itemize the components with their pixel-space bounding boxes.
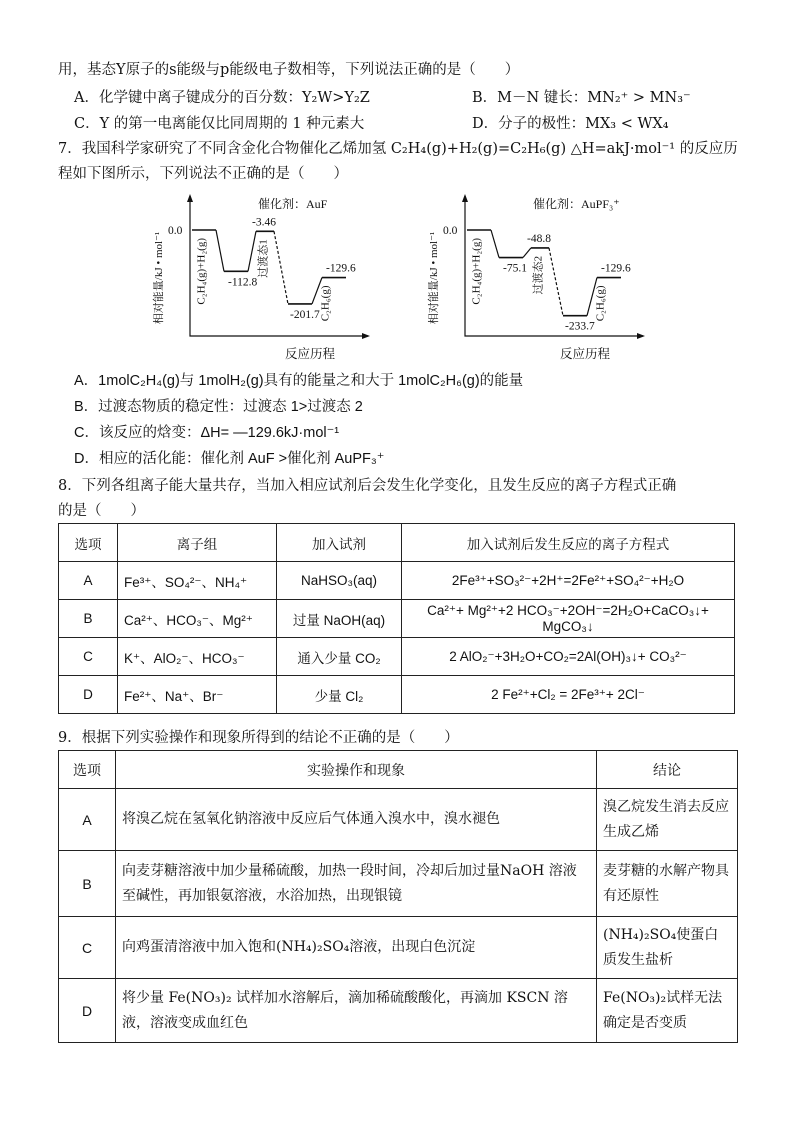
q8-cell-reagent: NaHSO₃(aq)	[277, 562, 402, 600]
stage-label: 过渡态1	[257, 239, 270, 278]
q8-header-ions: 离子组	[118, 524, 277, 562]
q9-cell-experiment: 向鸡蛋清溶液中加入饱和(NH₄)₂SO₄溶液，出现白色沉淀	[116, 917, 597, 979]
q9-table	[58, 750, 738, 1043]
y-axis-label: 相对能量/kJ • mol⁻¹	[428, 231, 440, 325]
table-row	[59, 600, 735, 638]
y-axis-label: 相对能量/kJ • mol⁻¹	[153, 231, 165, 325]
energy-connector	[491, 230, 499, 258]
data-label: -201.7	[290, 308, 320, 321]
y-axis-arrow	[462, 194, 468, 202]
q9-stem: 9．根据下列实验操作和现象所得到的结论不正确的是（ ）	[58, 730, 459, 746]
q8-cell-option: B	[59, 600, 118, 638]
q7-option-d: D．相应的活化能：催化剂 AuF >催化剂 AuPF₃⁺	[74, 451, 385, 467]
q9-header-row	[59, 751, 738, 789]
chart-title: 催化剂：AuF	[258, 197, 328, 211]
q9-cell-experiment: 将溴乙烷在氢氧化钠溶液中反应后气体通入溴水中，溴水褪色	[116, 789, 597, 851]
q7-option-b: B．过渡态物质的稳定性：过渡态 1>过渡态 2	[74, 399, 363, 415]
data-label: -3.46	[252, 216, 276, 229]
q8-cell-ions: Fe³⁺、SO₄²⁻、NH₄⁺	[118, 562, 277, 600]
q9-header-conclusion: 结论	[597, 751, 738, 789]
q7-option-c: C．该反应的焓变：ΔH= —129.6kJ·mol⁻¹	[74, 425, 340, 441]
q8-header-option: 选项	[59, 524, 118, 562]
q7-stem-line2: 程如下图所示，下列说法不正确的是（ ）	[58, 166, 348, 182]
q8-cell-reagent: 过量 NaOH(aq)	[277, 600, 402, 638]
data-label: -129.6	[326, 262, 356, 275]
table-row	[59, 676, 735, 714]
q8-header-reagent: 加入试剂	[277, 524, 402, 562]
stage-label: C₂H₄(g)+H₂(g)	[470, 238, 483, 305]
q8-cell-equation: 2Fe³⁺+SO₃²⁻+2H⁺=2Fe²⁺+SO₄²⁻+H₂O	[402, 562, 735, 600]
q8-cell-reagent: 少量 Cl₂	[277, 676, 402, 714]
q8-cell-reagent: 通入少量 CO₂	[277, 638, 402, 676]
q9-cell-conclusion: 溴乙烷发生消去反应生成乙烯	[597, 789, 738, 851]
stage-label: 过渡态2	[532, 255, 545, 295]
table-row	[59, 917, 738, 979]
q9-cell-option: C	[59, 917, 116, 979]
q8-cell-option: D	[59, 676, 118, 714]
table-row	[59, 979, 738, 1043]
q8-cell-option: C	[59, 638, 118, 676]
q8-cell-equation: 2 Fe²⁺+Cl₂ = 2Fe³⁺+ 2Cl⁻	[402, 676, 735, 714]
data-label: -233.7	[565, 320, 595, 333]
q9-header-experiment: 实验操作和现象	[116, 751, 597, 789]
chart-title: 催化剂：AuPF₃⁺	[533, 197, 620, 211]
y-axis-arrow	[187, 194, 193, 202]
q9-cell-experiment: 将少量 Fe(NO₃)₂ 试样加水溶解后，滴加稀硫酸酸化，再滴加 KSCN 溶液，溶液变成血红色	[116, 979, 597, 1043]
table-row	[59, 638, 735, 676]
q8-stem-line1: 8．下列各组离子能大量共存，当加入相应试剂后会发生化学变化，且发生反应的离子方程式正确	[58, 478, 677, 494]
q8-cell-ions: K⁺、AlO₂⁻、HCO₃⁻	[118, 638, 277, 676]
q8-table	[58, 523, 735, 714]
q8-cell-option: A	[59, 562, 118, 600]
q9-cell-option: D	[59, 979, 116, 1043]
data-label: -75.1	[503, 262, 527, 275]
energy-diagram-aupf3	[425, 190, 655, 362]
x-axis-arrow	[362, 333, 370, 339]
q8-cell-equation: Ca²⁺+ Mg²⁺+2 HCO₃⁻+2OH⁻=2H₂O+CaCO₃↓+ MgCO₃↓	[402, 600, 735, 638]
q9-cell-conclusion: Fe(NO₃)₂试样无法确定是否变质	[597, 979, 738, 1043]
energy-connector	[248, 231, 256, 271]
table-row	[59, 562, 735, 600]
x-axis-label: 反应历程	[284, 347, 336, 361]
stage-label: C₂H₆(g)	[594, 285, 607, 322]
q8-cell-equation: 2 AlO₂⁻+3H₂O+CO₂=2Al(OH)₃↓+ CO₃²⁻	[402, 638, 735, 676]
energy-connector	[216, 230, 224, 271]
stage-label: C₂H₄(g)+H₂(g)	[195, 238, 208, 305]
energy-diagram-auf	[150, 190, 380, 362]
table-row	[59, 789, 738, 851]
q8-header-row	[59, 524, 735, 562]
data-label: 0.0	[443, 225, 458, 237]
q6-option-b: B．M－N 键长：MN₂⁺ > MN₃⁻	[472, 90, 691, 106]
q6-option-d: D．分子的极性：MX₃ < WX₄	[472, 116, 669, 132]
x-axis-label: 反应历程	[559, 347, 611, 361]
q9-cell-option: B	[59, 851, 116, 917]
energy-connector	[523, 248, 531, 258]
table-row	[59, 851, 738, 917]
x-axis-arrow	[637, 333, 645, 339]
q8-stem-line2: 的是（ ）	[58, 503, 145, 519]
energy-connector	[274, 231, 288, 304]
q9-cell-conclusion: 麦芽糖的水解产物具有还原性	[597, 851, 738, 917]
q9-cell-conclusion: (NH₄)₂SO₄使蛋白质发生盐析	[597, 917, 738, 979]
q7-stem-line1: 7．我国科学家研究了不同含金化合物催化乙烯加氢 C₂H₄(g)+H₂(g)=C₂H₆(g) △H=akJ·mol⁻¹ 的反应历	[58, 141, 738, 157]
data-label: 0.0	[168, 225, 183, 237]
data-label: -112.8	[228, 276, 258, 289]
data-label: -129.6	[601, 262, 631, 275]
q6-option-a: A．化学键中离子键成分的百分数：Y₂W>Y₂Z	[74, 90, 370, 106]
q6-stem: 用，基态Y原子的s能级与p能级电子数相等，下列说法正确的是（ ）	[58, 62, 520, 78]
data-label: -48.8	[527, 232, 551, 245]
q6-option-c: C．Y 的第一电离能仅比同周期的 1 种元素大	[74, 116, 365, 132]
q8-header-equation: 加入试剂后发生反应的离子方程式	[402, 524, 735, 562]
energy-connector	[549, 248, 563, 316]
q9-cell-option: A	[59, 789, 116, 851]
q7-option-a: A．1molC₂H₄(g)与 1molH₂(g)具有的能量之和大于 1molC₂H₆(g)的能量	[74, 373, 524, 389]
q8-cell-ions: Fe²⁺、Na⁺、Br⁻	[118, 676, 277, 714]
q8-cell-ions: Ca²⁺、HCO₃⁻、Mg²⁺	[118, 600, 277, 638]
q9-header-option: 选项	[59, 751, 116, 789]
stage-label: C₂H₆(g)	[319, 285, 332, 322]
q9-cell-experiment: 向麦芽糖溶液中加少量稀硫酸，加热一段时间，冷却后加过量NaOH 溶液至碱性，再加银氨溶液，水浴加热，出现银镜	[116, 851, 597, 917]
